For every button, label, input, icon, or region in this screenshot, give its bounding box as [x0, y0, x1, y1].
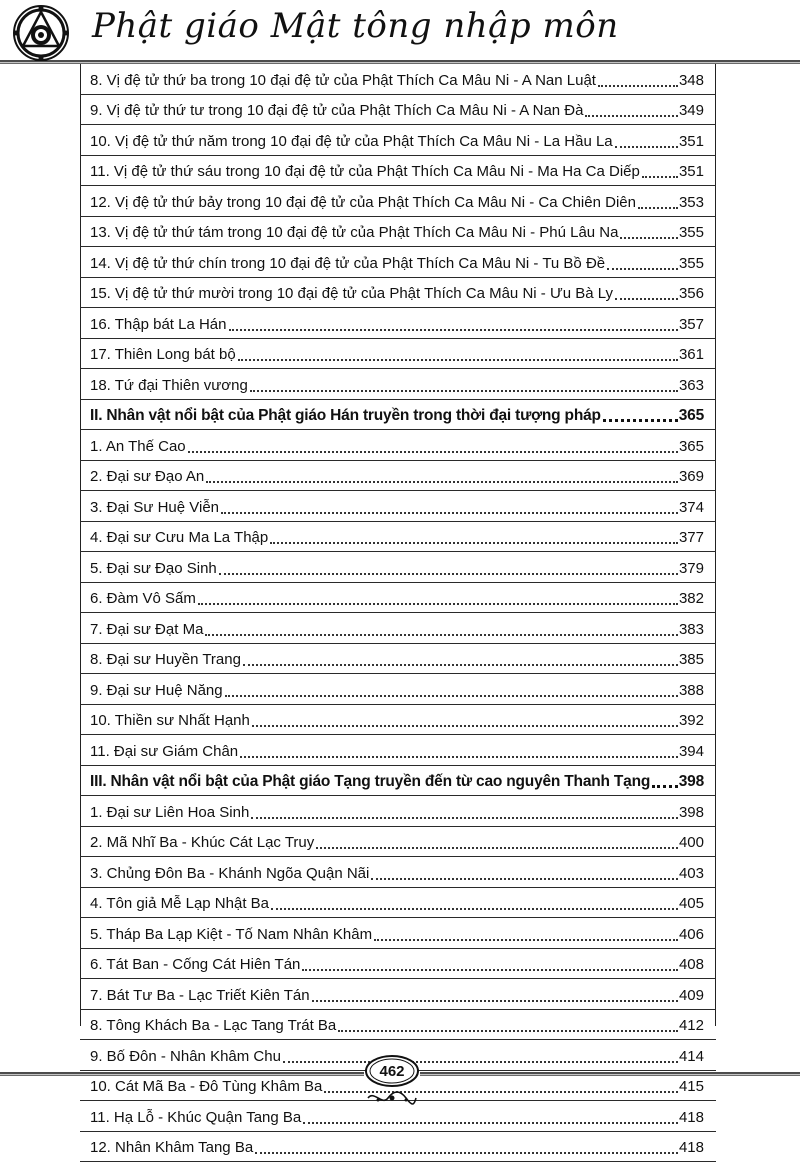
toc-entry[interactable] [80, 156, 716, 187]
toc-entry-title: 15. Vị đệ tử thứ mười trong 10 đại đệ tử của Phật Thích Ca Mâu Ni - Ưu Bà Ly [90, 285, 613, 303]
toc-entry-page: 412 [679, 1017, 704, 1035]
toc-entry-title: 9. Vị đệ tử thứ tư trong 10 đại đệ tử của Phật Thích Ca Mâu Ni - A Nan Đà [90, 102, 583, 120]
toc-entry[interactable] [80, 796, 716, 827]
dot-leader [312, 997, 678, 1002]
toc-entry-page: 365 [679, 438, 704, 456]
toc-entry-title: 8. Đại sư Huyền Trang [90, 651, 241, 669]
toc-entry[interactable] [80, 278, 716, 309]
toc-section-heading[interactable] [80, 400, 716, 431]
toc-entry-page: 400 [679, 834, 704, 852]
toc-entry-title: 6. Tát Ban - Cống Cát Hiên Tán [90, 956, 300, 974]
dot-leader [229, 326, 678, 331]
toc-entry-title: 6. Đàm Vô Sấm [90, 590, 196, 608]
page-header [0, 0, 800, 66]
toc-entry-title: 4. Tôn giả Mễ Lạp Nhật Ba [90, 895, 269, 913]
page-number: 462 [379, 1063, 404, 1080]
toc-entry[interactable] [80, 613, 716, 644]
toc-entry-page: 355 [679, 224, 704, 242]
toc-entry[interactable] [80, 125, 716, 156]
toc-entry-title: 10. Thiền sư Nhất Hạnh [90, 712, 250, 730]
toc-entry[interactable] [80, 674, 716, 705]
toc-entry[interactable] [80, 918, 716, 949]
toc-entry-page: 361 [679, 346, 704, 364]
toc-entry[interactable] [80, 1132, 716, 1162]
toc-entry-title: 7. Đại sư Đạt Ma [90, 621, 203, 639]
toc-entry-page: 392 [679, 712, 704, 730]
toc-entry-page: 388 [679, 682, 704, 700]
toc-entry-title: 3. Chủng Đôn Ba - Khánh Ngõa Quận Nãi [90, 865, 369, 883]
page-number-badge [364, 1054, 420, 1088]
dot-leader [303, 1119, 678, 1124]
toc-entry-page: 348 [679, 72, 704, 90]
toc-entry-page: 356 [679, 285, 704, 303]
toc-entry[interactable] [80, 369, 716, 400]
toc-entry-title: 7. Bát Tư Ba - Lạc Triết Kiên Tán [90, 987, 310, 1005]
toc-entry-title: 5. Đại sư Đạo Sinh [90, 560, 217, 578]
dot-leader [205, 631, 678, 636]
dharma-wheel-icon [12, 4, 70, 62]
toc-entry[interactable] [80, 64, 716, 95]
toc-entry-page: 355 [679, 255, 704, 273]
toc-entry-page: 357 [679, 316, 704, 334]
toc-entry-page: 351 [679, 163, 704, 181]
dot-leader [374, 936, 678, 941]
toc-entry-page: 385 [679, 651, 704, 669]
toc-entry-page: 409 [679, 987, 704, 1005]
toc-entry[interactable] [80, 552, 716, 583]
dot-leader [302, 966, 678, 971]
toc-entry-title: 8. Tông Khách Ba - Lạc Tang Trát Ba [90, 1017, 336, 1035]
toc-entry-page: 351 [679, 133, 704, 151]
toc-entry[interactable] [80, 1010, 716, 1041]
book-title: Phật giáo Mật tông nhập môn [92, 6, 619, 46]
toc-entry[interactable] [80, 583, 716, 614]
dot-leader [371, 875, 678, 880]
toc-entry-title: 14. Vị đệ tử thứ chín trong 10 đại đệ tử của Phật Thích Ca Mâu Ni - Tu Bồ Đề [90, 255, 605, 273]
toc-entry-page: 377 [679, 529, 704, 547]
toc-entry-title: 12. Nhân Khâm Tang Ba [90, 1139, 253, 1157]
dot-leader [270, 539, 678, 544]
toc-entry-page: 382 [679, 590, 704, 608]
dot-leader [620, 234, 678, 239]
toc-entry-page: 415 [679, 1078, 704, 1096]
toc-entry[interactable] [80, 857, 716, 888]
toc-entry-page: 408 [679, 956, 704, 974]
dot-leader [642, 173, 678, 178]
toc-entry-title: 5. Tháp Ba Lạp Kiệt - Tố Nam Nhân Khâm [90, 926, 372, 944]
toc-entry[interactable] [80, 522, 716, 553]
dot-leader [652, 782, 678, 788]
toc-entry[interactable] [80, 888, 716, 919]
toc-entry[interactable] [80, 491, 716, 522]
toc-entry-page: 365 [679, 407, 704, 425]
toc-entry[interactable] [80, 217, 716, 248]
toc-entry[interactable] [80, 735, 716, 766]
toc-entry-page: 418 [679, 1139, 704, 1157]
dot-leader [615, 143, 678, 148]
dot-leader [271, 905, 678, 910]
dot-leader [198, 600, 678, 605]
toc-entry-page: 379 [679, 560, 704, 578]
dot-leader [250, 387, 678, 392]
toc-section-heading[interactable] [80, 766, 716, 797]
toc-entry[interactable] [80, 979, 716, 1010]
toc-entry[interactable] [80, 95, 716, 126]
toc-entry-title: 1. Đại sư Liên Hoa Sinh [90, 804, 249, 822]
toc-entry-page: 398 [679, 773, 704, 791]
table-of-contents [80, 64, 716, 1162]
toc-entry-page: 403 [679, 865, 704, 883]
toc-entry[interactable] [80, 247, 716, 278]
toc-entry-title: 18. Tứ đại Thiên vương [90, 377, 248, 395]
toc-entry-title: 11. Vị đệ tử thứ sáu trong 10 đại đệ tử của Phật Thích Ca Mâu Ni - Ma Ha Ca Diếp [90, 163, 640, 181]
toc-entry-page: 418 [679, 1109, 704, 1127]
dot-leader [338, 1027, 678, 1032]
dot-leader [255, 1149, 678, 1154]
toc-entry-page: 414 [679, 1048, 704, 1066]
toc-entry-title: 17. Thiên Long bát bộ [90, 346, 236, 364]
toc-entry[interactable] [80, 461, 716, 492]
toc-entry[interactable] [80, 949, 716, 980]
toc-entry-title: 16. Thập bát La Hán [90, 316, 227, 334]
toc-entry-title: 3. Đại Sư Huệ Viễn [90, 499, 219, 517]
toc-entry-title: 4. Đại sư Cưu Ma La Thập [90, 529, 268, 547]
dot-leader [243, 661, 678, 666]
toc-entry-title: III. Nhân vật nổi bật của Phật giáo Tạng truyền đến từ cao nguyên Thanh Tạng [90, 773, 650, 791]
ornament-icon [364, 1090, 420, 1106]
toc-entry[interactable] [80, 308, 716, 339]
toc-entry-title: 13. Vị đệ tử thứ tám trong 10 đại đệ tử của Phật Thích Ca Mâu Ni - Phú Lâu Na [90, 224, 618, 242]
dot-leader [585, 112, 677, 117]
dot-leader [251, 814, 678, 819]
dot-leader [219, 570, 678, 575]
toc-entry-title: 10. Vị đệ tử thứ năm trong 10 đại đệ tử của Phật Thích Ca Mâu Ni - La Hầu La [90, 133, 613, 151]
toc-entry-title: II. Nhân vật nổi bật của Phật giáo Hán truyền trong thời đại tượng pháp [90, 407, 601, 425]
toc-entry-title: 9. Đại sư Huệ Năng [90, 682, 223, 700]
toc-entry-page: 353 [679, 194, 704, 212]
toc-entry-title: 2. Mã Nhĩ Ba - Khúc Cát Lạc Truy [90, 834, 314, 852]
dot-leader [603, 416, 678, 422]
toc-entry-page: 363 [679, 377, 704, 395]
dot-leader [252, 722, 678, 727]
toc-entry-title: 11. Đại sư Giám Chân [90, 743, 238, 761]
dot-leader [316, 844, 678, 849]
toc-entry-title: 8. Vị đệ tử thứ ba trong 10 đại đệ tử của Phật Thích Ca Mâu Ni - A Nan Luật [90, 72, 596, 90]
toc-entry-page: 349 [679, 102, 704, 120]
dot-leader [206, 478, 678, 483]
toc-entry-title: 9. Bố Đôn - Nhân Khâm Chu [90, 1048, 281, 1066]
toc-entry-page: 398 [679, 804, 704, 822]
toc-entry[interactable] [80, 705, 716, 736]
dot-leader [188, 448, 678, 453]
toc-entry-page: 406 [679, 926, 704, 944]
toc-entry[interactable] [80, 339, 716, 370]
toc-entry-title: 11. Hạ Lỗ - Khúc Quận Tang Ba [90, 1109, 301, 1127]
toc-entry-page: 374 [679, 499, 704, 517]
dot-leader [598, 82, 678, 87]
dot-leader [607, 265, 678, 270]
dot-leader [221, 509, 678, 514]
page-footer [0, 1040, 800, 1117]
dot-leader [638, 204, 678, 209]
toc-entry-title: 2. Đại sư Đạo An [90, 468, 204, 486]
toc-entry[interactable] [80, 430, 716, 461]
toc-entry-title: 12. Vị đệ tử thứ bảy trong 10 đại đệ tử của Phật Thích Ca Mâu Ni - Ca Chiên Diên [90, 194, 636, 212]
toc-entry-page: 383 [679, 621, 704, 639]
toc-entry[interactable] [80, 827, 716, 858]
dot-leader [615, 295, 678, 300]
dot-leader [240, 753, 678, 758]
toc-entry-page: 394 [679, 743, 704, 761]
toc-entry[interactable] [80, 186, 716, 217]
toc-entry-page: 405 [679, 895, 704, 913]
dot-leader [225, 692, 678, 697]
toc-entry[interactable] [80, 644, 716, 675]
toc-entry-page: 369 [679, 468, 704, 486]
toc-entry-title: 10. Cát Mã Ba - Đô Tùng Khâm Ba [90, 1078, 322, 1096]
toc-entry-title: 1. An Thế Cao [90, 438, 186, 456]
dot-leader [238, 356, 678, 361]
